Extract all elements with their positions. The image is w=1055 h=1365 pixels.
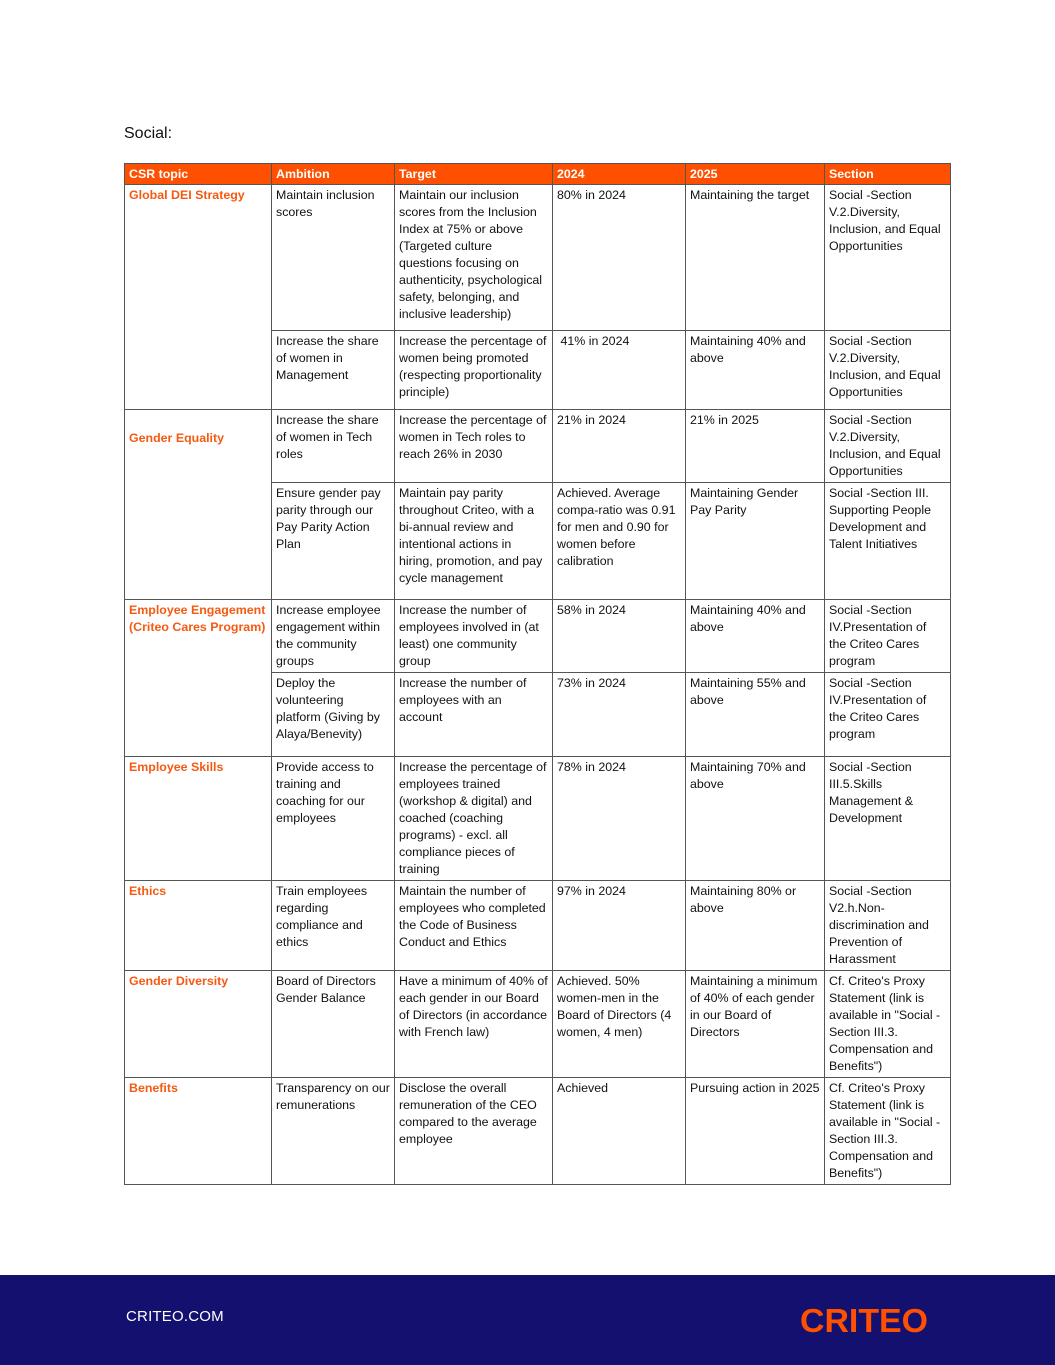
ambition-cell: Transparency on our remunerations xyxy=(272,1078,395,1185)
ambition-cell: Board of Directors Gender Balance xyxy=(272,971,395,1078)
section-cell: Social -Section V.2.Diversity, Inclusion, and Equal Opportunities xyxy=(825,331,951,410)
table-row xyxy=(125,410,951,483)
csr-topic-cell: Benefits xyxy=(125,1078,272,1185)
table-header-row xyxy=(125,164,951,185)
year-2024-cell: 73% in 2024 xyxy=(553,673,686,757)
table-row xyxy=(125,600,951,673)
csr-topic-cell: Gender Equality xyxy=(125,410,272,600)
year-2024-cell: 58% in 2024 xyxy=(553,600,686,673)
table-row xyxy=(125,971,951,1078)
year-2024-cell: 21% in 2024 xyxy=(553,410,686,483)
section-cell: Social -Section III.5.Skills Management & Development xyxy=(825,757,951,881)
target-cell: Disclose the overall remuneration of the CEO compared to the average employee xyxy=(395,1078,553,1185)
column-header: Section xyxy=(825,164,951,185)
page-footer xyxy=(0,1275,1055,1365)
year-2024-cell: Achieved. Average compa-ratio was 0.91 for men and 0.90 for women before calibration xyxy=(553,483,686,600)
year-2025-cell: Maintaining 70% and above xyxy=(686,757,825,881)
ambition-cell: Increase the share of women in Management xyxy=(272,331,395,410)
year-2025-cell: Maintaining 55% and above xyxy=(686,673,825,757)
year-2025-cell: Maintaining the target xyxy=(686,185,825,331)
ambition-cell: Deploy the volunteering platform (Giving by Alaya/Benevity) xyxy=(272,673,395,757)
csr-topic-cell: Gender Diversity xyxy=(125,971,272,1078)
column-header: CSR topic xyxy=(125,164,272,185)
csr-topic-cell: Ethics xyxy=(125,881,272,971)
target-cell: Maintain our inclusion scores from the Inclusion Index at 75% or above (Targeted culture questions focusing on authenticity, psychological safety, belonging, and inclusive leadership) xyxy=(395,185,553,331)
year-2024-cell: 78% in 2024 xyxy=(553,757,686,881)
ambition-cell: Maintain inclusion scores xyxy=(272,185,395,331)
year-2024-cell: 97% in 2024 xyxy=(553,881,686,971)
table-row xyxy=(125,757,951,881)
section-cell: Cf. Criteo's Proxy Statement (link is available in "Social - Section III.3. Compensation and Benefits") xyxy=(825,1078,951,1185)
section-cell: Social -Section V2.h.Non-discrimination and Prevention of Harassment xyxy=(825,881,951,971)
column-header: 2025 xyxy=(686,164,825,185)
section-cell: Social -Section IV.Presentation of the Criteo Cares program xyxy=(825,673,951,757)
csr-table xyxy=(124,163,951,1185)
target-cell: Increase the percentage of employees trained (workshop & digital) and coached (coaching programs) - excl. all compliance pieces of training xyxy=(395,757,553,881)
year-2024-cell: 41% in 2024 xyxy=(553,331,686,410)
criteo-website-link[interactable]: CRITEO.COM xyxy=(126,1308,224,1325)
ambition-cell: Increase employee engagement within the community groups xyxy=(272,600,395,673)
target-cell: Increase the number of employees involved in (at least) one community group xyxy=(395,600,553,673)
year-2025-cell: Maintaining a minimum of 40% of each gender in our Board of Directors xyxy=(686,971,825,1078)
column-header: 2024 xyxy=(553,164,686,185)
section-cell: Social -Section III. Supporting People Development and Talent Initiatives xyxy=(825,483,951,600)
target-cell: Increase the percentage of women being promoted (respecting proportionality principle) xyxy=(395,331,553,410)
year-2024-cell: Achieved. 50% women-men in the Board of Directors (4 women, 4 men) xyxy=(553,971,686,1078)
page-heading: Social: xyxy=(124,125,173,142)
csr-topic-cell: Employee Skills xyxy=(125,757,272,881)
target-cell: Increase the number of employees with an account xyxy=(395,673,553,757)
table-row xyxy=(125,881,951,971)
target-cell: Increase the percentage of women in Tech roles to reach 26% in 2030 xyxy=(395,410,553,483)
section-cell: Cf. Criteo's Proxy Statement (link is available in "Social - Section III.3. Compensation and Benefits") xyxy=(825,971,951,1078)
year-2024-cell: Achieved xyxy=(553,1078,686,1185)
year-2025-cell: Pursuing action in 2025 xyxy=(686,1078,825,1185)
ambition-cell: Ensure gender pay parity through our Pay Parity Action Plan xyxy=(272,483,395,600)
year-2025-cell: Maintaining Gender Pay Parity xyxy=(686,483,825,600)
table-row xyxy=(125,185,951,331)
ambition-cell: Train employees regarding compliance and ethics xyxy=(272,881,395,971)
criteo-logo-text: CRITEO xyxy=(800,1303,928,1337)
section-cell: Social -Section V.2.Diversity, Inclusion, and Equal Opportunities xyxy=(825,185,951,331)
target-cell: Maintain pay parity throughout Criteo, with a bi-annual review and intentional actions in hiring, promotion, and pay cycle management xyxy=(395,483,553,600)
csr-topic-cell: Global DEI Strategy xyxy=(125,185,272,410)
section-cell: Social -Section IV.Presentation of the Criteo Cares program xyxy=(825,600,951,673)
column-header: Ambition xyxy=(272,164,395,185)
column-header: Target xyxy=(395,164,553,185)
ambition-cell: Increase the share of women in Tech roles xyxy=(272,410,395,483)
year-2024-cell: 80% in 2024 xyxy=(553,185,686,331)
ambition-cell: Provide access to training and coaching for our employees xyxy=(272,757,395,881)
year-2025-cell: Maintaining 40% and above xyxy=(686,600,825,673)
target-cell: Maintain the number of employees who completed the Code of Business Conduct and Ethics xyxy=(395,881,553,971)
criteo-logo xyxy=(800,1303,930,1337)
table-row xyxy=(125,1078,951,1185)
year-2025-cell: Maintaining 80% or above xyxy=(686,881,825,971)
year-2025-cell: Maintaining 40% and above xyxy=(686,331,825,410)
year-2025-cell: 21% in 2025 xyxy=(686,410,825,483)
section-cell: Social -Section V.2.Diversity, Inclusion, and Equal Opportunities xyxy=(825,410,951,483)
target-cell: Have a minimum of 40% of each gender in our Board of Directors (in accordance with French law) xyxy=(395,971,553,1078)
csr-topic-cell: Employee Engagement (Criteo Cares Program) xyxy=(125,600,272,757)
